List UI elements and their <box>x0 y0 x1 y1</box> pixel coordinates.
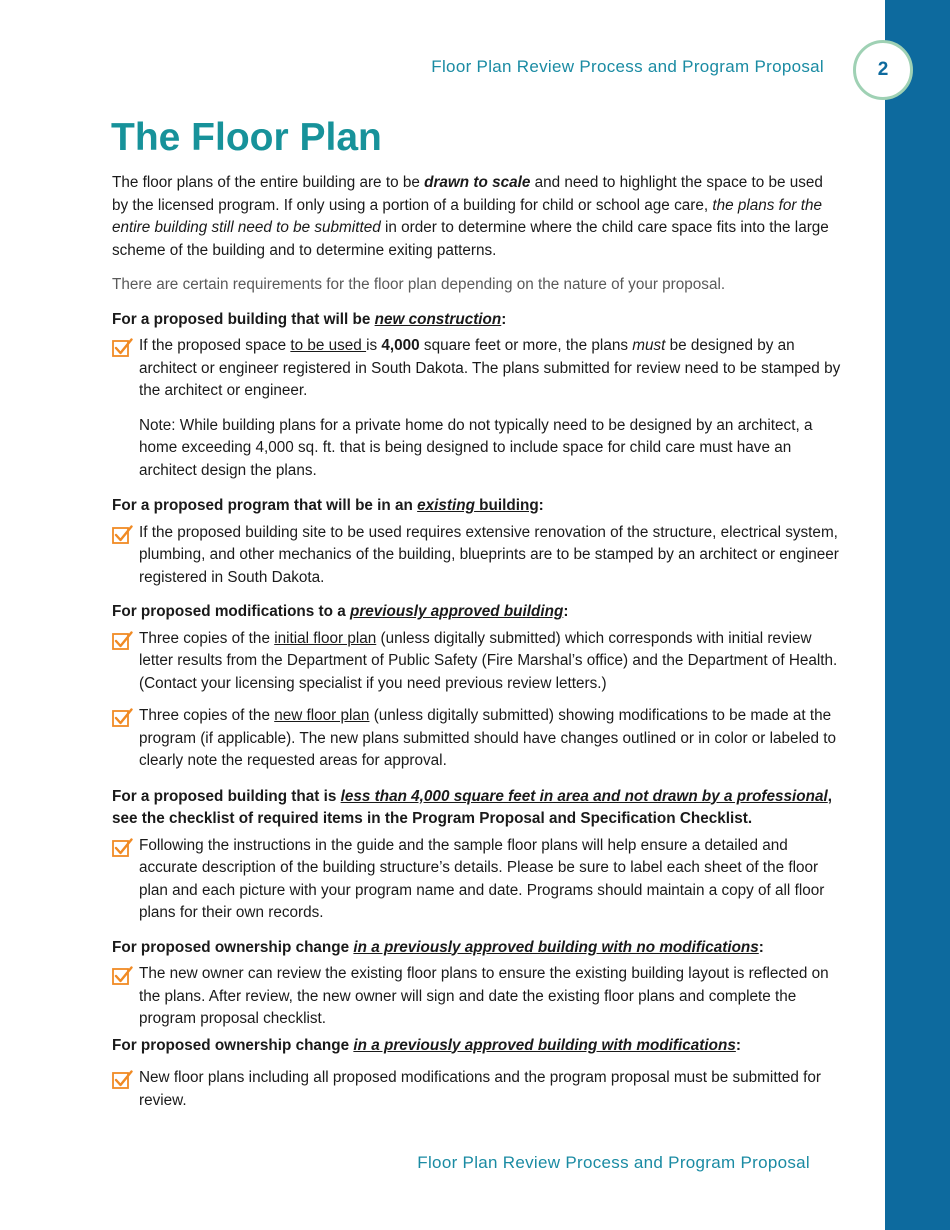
text: (unless digitally submitted) showing modifications to be made at the program (if applicable). The new plans submitted should have changes outlined or in color or labeled to clearly note the requested areas for approval. <box>139 707 836 769</box>
requirements-note: There are certain requirements for the floor plan depending on the nature of your proposal. <box>112 276 726 293</box>
checkbox-checked-icon <box>112 965 133 986</box>
text: For proposed ownership change <box>112 938 354 956</box>
text: square feet or more, the plans <box>419 337 633 354</box>
checkbox-checked-icon <box>112 837 133 858</box>
section-heading-ownership-no-mods <box>112 937 842 960</box>
text: For a proposed building that is <box>112 787 341 805</box>
emphasis: in a previously approved building with no modifications <box>353 938 759 956</box>
bold-text: 4,000 <box>381 337 420 354</box>
checklist-item <box>112 963 842 1031</box>
section-heading-existing-building <box>112 495 842 518</box>
text: : <box>563 603 569 620</box>
text: (unless digitally submitted) which corresponds with initial review letter results from the Department of Public Safety (Fire Marshal’s office) and the Department of Health. (Contact your licensing specialist if you need previous review letters.) <box>139 629 838 692</box>
underlined-text: building <box>474 497 539 514</box>
page-number: 2 <box>877 59 889 80</box>
checklist-item <box>112 835 842 925</box>
text: : <box>501 310 507 328</box>
text: in order to determine where the child care space fits into the large scheme of the building and to determine exiting patterns. <box>112 219 829 259</box>
checkbox-checked-icon <box>112 707 133 728</box>
checkbox-checked-icon <box>112 630 133 651</box>
checklist-item <box>112 705 842 773</box>
text: New floor plans including all proposed modifications and the program proposal must be submitted for review. <box>139 1069 821 1109</box>
section-heading-ownership-with-mods <box>112 1035 842 1058</box>
text: , see the checklist of required items in the Program Proposal and Specification Checklist. <box>112 787 832 827</box>
section-heading-small-building <box>112 786 842 831</box>
text: If the proposed space <box>139 337 291 354</box>
emphasis: the plans for the entire building still need to be submitted <box>112 196 823 236</box>
emphasis: less than 4,000 square feet in area and not drawn by a professional <box>340 787 828 805</box>
text: is <box>366 337 382 354</box>
checklist-item <box>112 522 842 590</box>
text: : <box>758 938 764 956</box>
text: The floor plans of the entire building are to be <box>112 174 425 191</box>
running-header: Floor Plan Review Process and Program Proposal <box>431 57 824 76</box>
running-footer: Floor Plan Review Process and Program Proposal <box>417 1153 810 1172</box>
emphasis: new construction <box>374 310 502 328</box>
text: : <box>538 497 544 514</box>
text: For proposed ownership change <box>112 1036 354 1054</box>
text: For proposed modifications to a <box>112 603 350 620</box>
section-heading-modifications <box>112 601 842 624</box>
emphasis: previously approved building <box>349 603 564 620</box>
text: Following the instructions in the guide and the sample floor plans will help ensure a detailed and accurate description of the building structure’s details. Please be sure to label each sheet of the floor plan and each picture with your program name and date. Programs should maintain a copy of all floor plans for their own records. <box>139 836 825 921</box>
sidebar-band <box>885 0 950 1230</box>
checkbox-checked-icon <box>112 337 133 358</box>
text: For a proposed building that will be <box>112 310 375 328</box>
emphasis: in a previously approved building with modifications <box>353 1036 736 1054</box>
intro-paragraph <box>112 172 842 262</box>
text: and need to highlight the space to be used by the licensed program. If only using a portion of a building for child or school age care, <box>112 174 823 214</box>
underlined-text: to be used <box>290 337 367 354</box>
checkbox-checked-icon <box>112 524 133 545</box>
note-paragraph: Note: While building plans for a private home do not typically need to be designed by an architect, a home exceeding 4,000 sq. ft. that is being designed to include space for child care must have an architect design the plans. <box>139 416 813 479</box>
text: : <box>735 1036 741 1054</box>
emphasis: drawn to scale <box>424 174 531 191</box>
underlined-text: initial floor plan <box>274 629 377 647</box>
emphasis: must <box>632 337 666 354</box>
text: Three copies of the <box>139 707 275 724</box>
text: Three copies of the <box>139 629 275 647</box>
text: For a proposed program that will be in an <box>112 497 418 514</box>
main-content <box>112 172 842 1112</box>
checkbox-checked-icon <box>112 1069 133 1090</box>
checklist-item <box>112 628 842 696</box>
checklist-item <box>112 335 842 403</box>
page-number-badge <box>853 40 913 100</box>
text: If the proposed building site to be used requires extensive renovation of the structure, electrical system, plumbing, and other mechanics of the building, blueprints are to be stamped by an architect or engineer registered in South Dakota. <box>139 523 839 586</box>
emphasis: existing <box>417 497 475 514</box>
text: be designed by an architect or engineer registered in South Dakota. The plans submitted for review need to be stamped by the architect or engineer. <box>139 337 841 399</box>
underlined-text: new floor plan <box>274 707 370 724</box>
text: The new owner can review the existing floor plans to ensure the existing building layout is reflected on the plans. After review, the new owner will sign and date the existing floor plans and complete the program proposal checklist. <box>139 965 829 1027</box>
page-title: The Floor Plan <box>111 116 382 159</box>
section-heading-new-construction <box>112 309 842 332</box>
checklist-item <box>112 1067 842 1112</box>
